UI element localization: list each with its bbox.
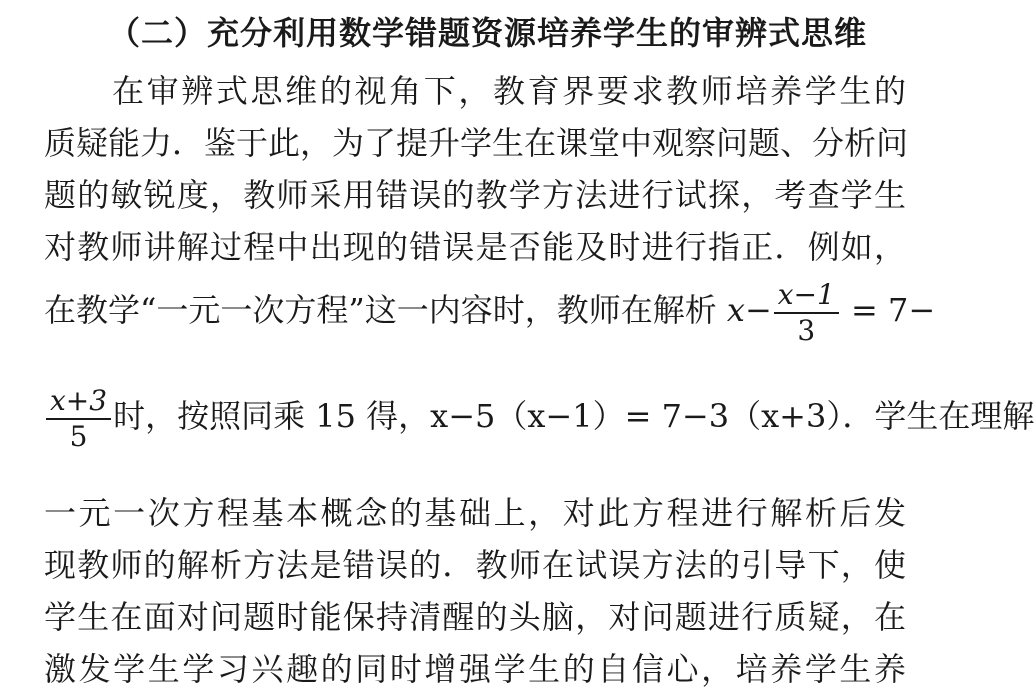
equation-line-1-prefix: 在教学“一元一次方程”这一内容时，教师在解析 xyxy=(44,291,727,330)
equation-line-1-suffix: = 7− xyxy=(851,291,936,330)
fraction-denominator: 5 xyxy=(69,419,88,453)
equation-x-minus: x− xyxy=(726,291,772,330)
paragraph-line-9: 学生在面对问题时能保持清醒的头脑，对问题进行质疑，在 xyxy=(44,598,906,636)
paragraph-line-2: 质疑能力．鉴于此，为了提升学生在课堂中观察问题、分析问 xyxy=(44,124,909,162)
paragraph-line-3: 题的敏锐度，教师采用错误的教学方法进行试探，考查学生 xyxy=(44,176,906,214)
paragraph-line-8: 现教师的解析方法是错误的．教师在试误方法的引导下，使 xyxy=(44,546,906,584)
paragraph-line-1: 在审辨式思维的视角下，教育界要求教师培养学生的 xyxy=(112,72,906,110)
paragraph-line-10: 激发学生学习兴趣的同时增强学生的自信心，培养学生养 xyxy=(44,650,906,688)
fraction-denominator: 3 xyxy=(797,313,816,347)
fraction-x-minus-1-over-3 xyxy=(774,278,839,347)
equation-line-2-text: 时，按照同乘 15 得，x−5（x−1）= 7−3（x+3）．学生在理解 xyxy=(113,397,1034,436)
fraction-numerator: x+3 xyxy=(46,384,111,420)
equation-line-1 xyxy=(44,278,936,347)
section-heading: （二）充分利用数学错题资源培养学生的审辨式思维 xyxy=(108,14,868,52)
paragraph-line-7: 一元一次方程基本概念的基础上，对此方程进行解析后发 xyxy=(44,494,906,532)
fraction-numerator: x−1 xyxy=(774,278,839,314)
paragraph-line-4: 对教师讲解过程中出现的错误是否能及时进行指正．例如， xyxy=(44,228,906,266)
fraction-x-plus-3-over-5 xyxy=(46,384,111,453)
equation-line-2 xyxy=(44,384,1034,453)
